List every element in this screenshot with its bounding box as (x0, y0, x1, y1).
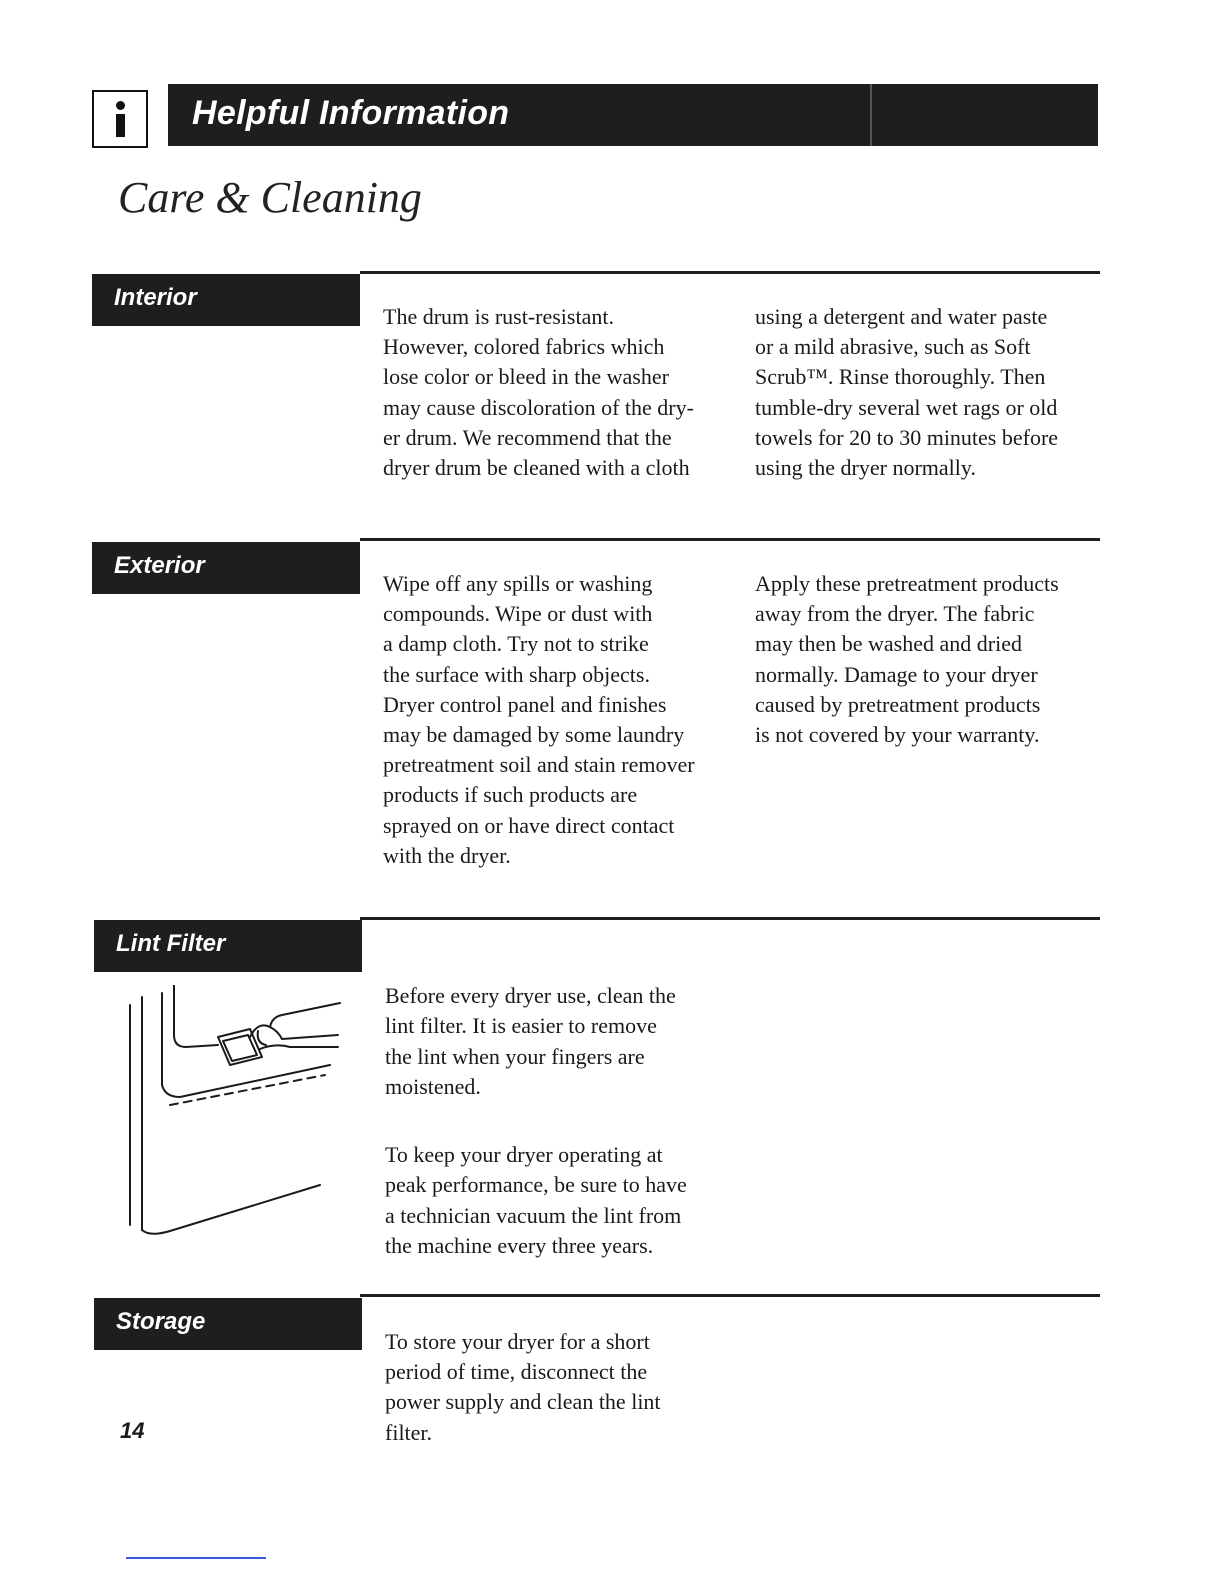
section-tab-interior: Interior (92, 274, 360, 326)
footer-link-underline (126, 1557, 266, 1559)
page-number: 14 (120, 1418, 145, 1443)
section-tab-storage: Storage (94, 1298, 362, 1350)
lint-filter-para-1: Before every dryer use, clean the lint filter. It is easier to remove the lint when your fingers are moistened. (385, 983, 676, 1099)
storage-text: To store your dryer for a short period of time, disconnect the power supply and clean the lint filter. (385, 1329, 661, 1445)
header-divider (870, 84, 872, 146)
section-rule-lint-filter (360, 917, 1100, 920)
section-tab-exterior: Exterior (92, 542, 360, 594)
interior-text-col2: using a detergent and water paste or a mild abrasive, such as Soft Scrub™. Rinse thoroughly. Then tumble-dry several wet rags or old towels for 20 to 30 minutes before using the dryer normally. (755, 304, 1059, 481)
interior-text-col1: The drum is rust-resistant. However, colored fabrics which lose color or bleed in the washer may cause discoloration of the dry- er drum. We recommend that the dryer drum be cleaned with a cloth (383, 304, 694, 481)
section-rule-interior (360, 271, 1100, 274)
header-bar (168, 84, 1098, 146)
page-title: Care & Cleaning (118, 173, 422, 222)
info-icon-dot (116, 101, 125, 110)
section-tab-lint-filter: Lint Filter (94, 920, 362, 972)
info-icon (92, 90, 148, 148)
lint-filter-illustration (110, 985, 350, 1245)
lint-filter-text (385, 951, 745, 1291)
section-rule-storage (360, 1294, 1100, 1297)
info-icon-stem (116, 114, 125, 137)
header-title: Helpful Information (192, 94, 510, 132)
lint-filter-para-2: To keep your dryer operating at peak performance, be sure to have a technician vacuum the lint from the machine every three years. (385, 1142, 687, 1258)
exterior-text-col1: Wipe off any spills or washing compounds. Wipe or dust with a damp cloth. Try not to strike the surface with sharp objects. Dryer control panel and finishes may be damaged by some laundry pretreatment soil and stain remover products if such products are sprayed on or have direct contact with the dryer. (383, 571, 695, 868)
section-rule-exterior (360, 538, 1100, 541)
exterior-text-col2: Apply these pretreatment products away from the dryer. The fabric may then be washed and dried normally. Damage to your dryer caused by pretreatment products is not covered by your warranty. (755, 571, 1059, 748)
